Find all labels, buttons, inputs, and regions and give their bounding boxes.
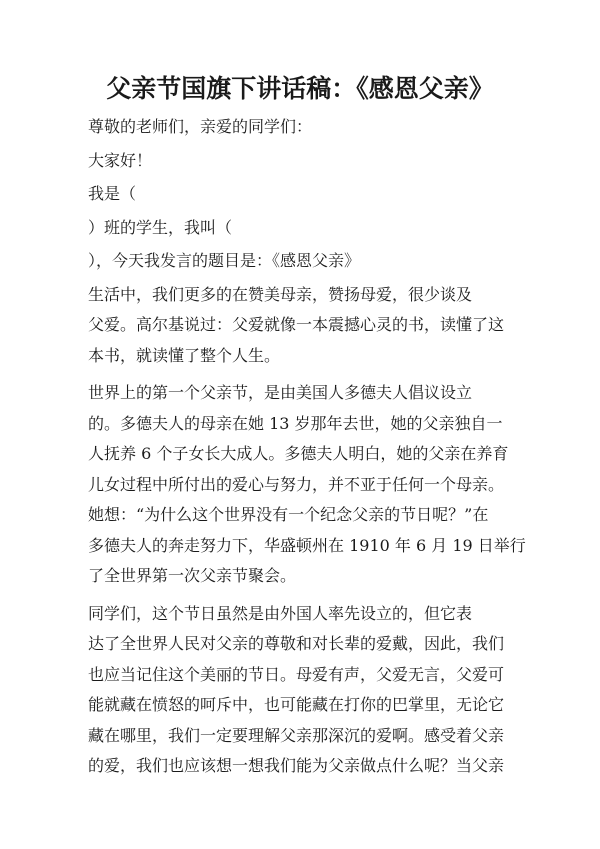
intro-line-1: 我是（ bbox=[88, 184, 137, 203]
hello-line: 大家好！ bbox=[88, 150, 153, 170]
paragraph-3 bbox=[88, 599, 528, 782]
paragraph-line: 能就藏在愤怒的呵斥中，也可能藏在打你的巴掌里，无论它 bbox=[88, 695, 505, 714]
paragraph-line: 达了全世界人民对父亲的尊敬和对长辈的爱戴，因此，我们 bbox=[88, 634, 505, 653]
paragraph-line: 父爱。高尔基说过：父爱就像一本震撼心灵的书，读懂了这 bbox=[88, 315, 505, 334]
paragraph-line: 生活中，我们更多的在赞美母亲，赞扬母爱，很少谈及 bbox=[88, 284, 473, 304]
greeting-line: 尊敬的老师们，亲爱的同学们： bbox=[88, 117, 313, 136]
paragraph-line: 同学们，这个节日虽然是由外国人率先设立的，但它表 bbox=[88, 603, 473, 623]
paragraph-line: 的爱，我们也应该想一想我们能为父亲做点什么呢？当父亲 bbox=[88, 756, 505, 775]
paragraph-line: 藏在哪里，我们一定要理解父亲那深沉的爱啊。感受着父亲 bbox=[88, 725, 505, 745]
paragraph-line: 的。多德夫人的母亲在她 13 岁那年去世，她的父亲独自一 bbox=[88, 413, 503, 433]
paragraph-line: 人抚养 6 个子女长大成人。多德夫人明白，她的父亲在养育 bbox=[88, 444, 509, 463]
paragraph-line: 也应当记住这个美丽的节日。母爱有声，父爱无言，父爱可 bbox=[88, 664, 505, 684]
paragraph-2 bbox=[88, 378, 528, 592]
paragraph-line: 她想：“为什么这个世界没有一个纪念父亲的节日呢？”在 bbox=[88, 505, 489, 524]
document-title: 父亲节国旗下讲话稿：《感恩父亲》 bbox=[106, 74, 494, 103]
intro-line-2: ）班的学生，我叫（ bbox=[88, 217, 233, 237]
paragraph-1 bbox=[88, 280, 528, 372]
paragraph-line: 了全世界第一次父亲节聚会。 bbox=[88, 566, 297, 585]
paragraph-line: 世界上的第一个父亲节，是由美国人多德夫人倡议设立 bbox=[88, 383, 473, 402]
paragraph-line: 多德夫人的奔走努力下，华盛顿州在 1910 年 6 月 19 日举行 bbox=[88, 535, 526, 555]
paragraph-line: 本书，就读懂了整个人生。 bbox=[88, 345, 281, 365]
intro-line-3: ），今天我发言的题目是：《感恩父亲》 bbox=[88, 251, 361, 270]
paragraph-line: 儿女过程中所付出的爱心与努力，并不亚于任何一个母亲。 bbox=[88, 474, 505, 494]
document-body bbox=[88, 112, 528, 782]
